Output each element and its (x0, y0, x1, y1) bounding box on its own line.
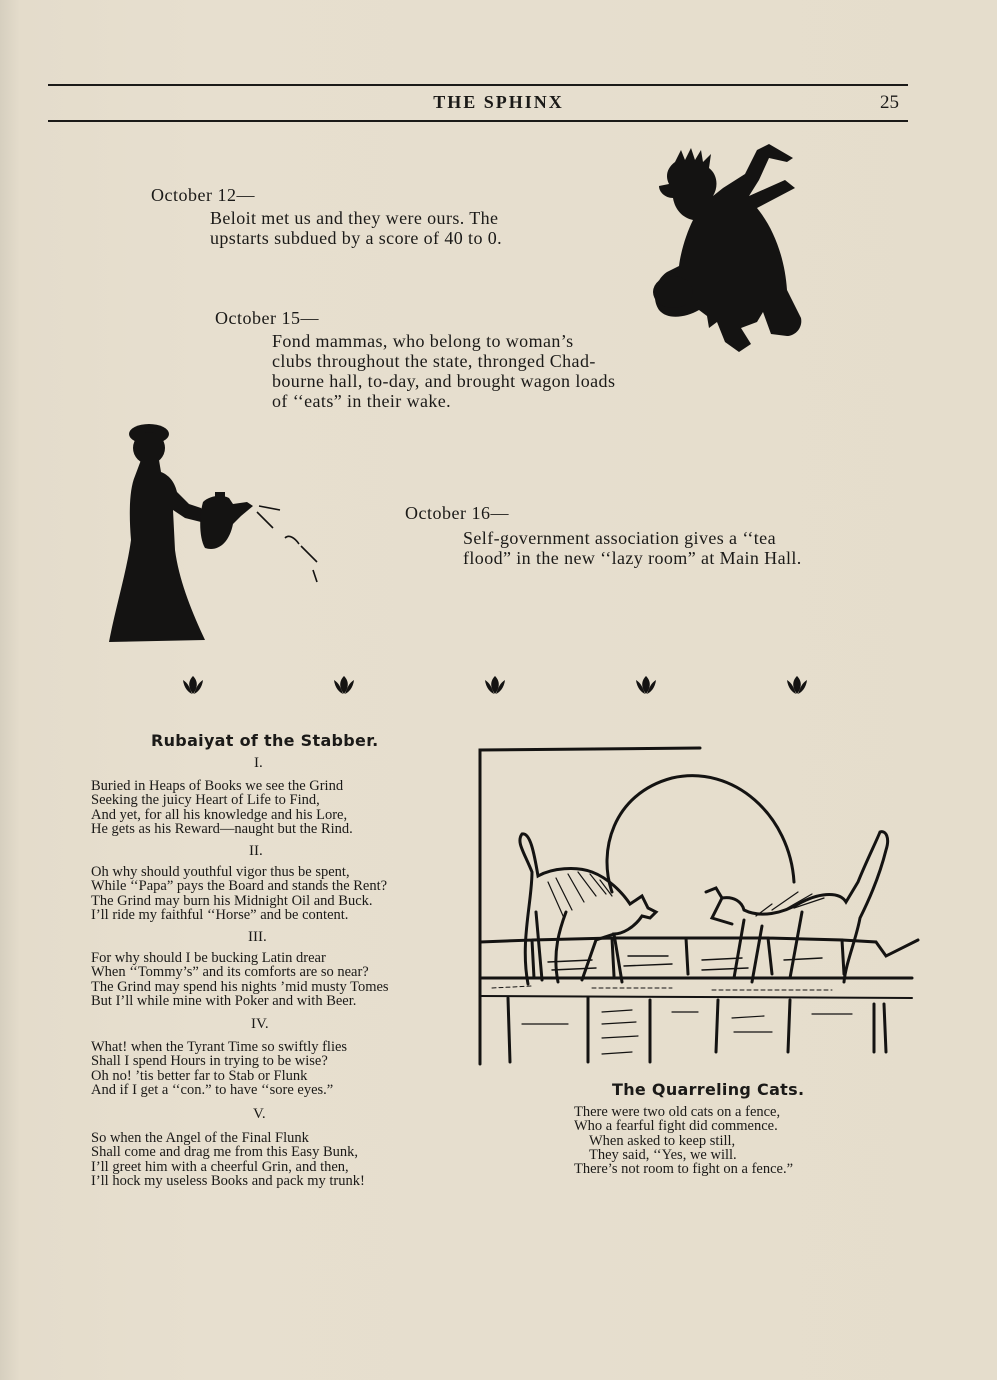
page-number: 25 (880, 92, 899, 113)
poem-line: I’ll ride my faithful ‘‘Horse” and be content. (91, 906, 349, 923)
poem-line: Shall come and drag me from this Easy Bunk, (91, 1144, 358, 1161)
poem-line: So when the Angel of the Final Flunk (91, 1130, 309, 1146)
poem-line: For why should I be bucking Latin drear (91, 950, 326, 966)
poem-line: Seeking the juicy Heart of Life to Find, (91, 792, 320, 809)
poem-line: The Grind may spend his nights ’mid musty Tomes (91, 978, 389, 995)
poem-line: They said, ‘‘Yes, we will. (589, 1146, 737, 1163)
poem-line: There were two old cats on a fence, (574, 1104, 781, 1120)
entry-line: Self-government association gives a ‘‘tea (463, 528, 776, 548)
entry-line: Fond mammas, who belong to woman’s (272, 331, 574, 351)
poem-line: Oh why should youthful vigor thus be spent, (91, 864, 350, 880)
stanza-5 (91, 1131, 365, 1188)
poem-line: But I’ll while mine with Poker and with Beer. (91, 992, 357, 1009)
poem-line: And if I get a ‘‘con.” to have ‘‘sore eyes.” (91, 1081, 334, 1098)
stanza-number: III. (248, 929, 267, 945)
poem-line: Shall I spend Hours in trying to be wise? (91, 1053, 328, 1070)
entry-text-oct-12 (210, 208, 573, 248)
entry-date-oct-12: October 12— (151, 185, 255, 205)
quarreling-cats-illustration (472, 742, 924, 1068)
entry-line: of ‘‘eats” in their wake. (272, 391, 452, 411)
poem-line: When asked to keep still, (589, 1132, 736, 1149)
entry-line: bourne hall, to-day, and brought wagon loads (272, 371, 616, 391)
stanza-2 (91, 865, 387, 922)
stanza-1 (91, 779, 353, 836)
ornament-divider (180, 672, 810, 698)
entry-line: flood” in the new ‘‘lazy room” at Main Hall. (463, 548, 802, 568)
fleuron-icon (482, 672, 508, 698)
rubaiyat-title: Rubaiyat of the Stabber. (151, 731, 379, 750)
cats-poem-verse (574, 1105, 793, 1176)
stanza-number: V. (253, 1106, 266, 1122)
poem-line: When ‘‘Tommy’s” and its comforts are so near? (91, 964, 369, 981)
fleuron-icon (180, 672, 206, 698)
fleuron-icon (784, 672, 810, 698)
entry-text-oct-16 (463, 528, 825, 568)
woman-pouring-tea-silhouette (105, 420, 335, 645)
stanza-number: IV. (251, 1016, 269, 1032)
entry-date-oct-15: October 15— (215, 308, 319, 328)
stanza-4 (91, 1040, 347, 1097)
running-head-title: THE SPHINX (433, 92, 564, 112)
header-bottom-rule (48, 120, 908, 122)
poem-line: I’ll greet him with a cheerful Grin, and then, (91, 1158, 349, 1175)
poem-line: Oh no! ’tis better far to Stab or Flunk (91, 1067, 308, 1084)
entry-line: clubs throughout the state, thronged Chad- (272, 351, 596, 371)
poem-line: Buried in Heaps of Books we see the Grind (91, 778, 344, 794)
header-top-rule (48, 84, 908, 86)
poem-line: He gets as his Reward—naught but the Rind. (91, 820, 353, 837)
poem-line: There’s not room to fight on a fence.” (574, 1161, 794, 1178)
entry-line: Beloit met us and they were ours. The (210, 208, 499, 228)
stanza-number: II. (249, 843, 263, 859)
stanza-3 (91, 951, 389, 1008)
entry-line: upstarts subdued by a score of 40 to 0. (210, 228, 503, 248)
entry-text-oct-15 (272, 331, 634, 411)
fleuron-icon (633, 672, 659, 698)
poem-line: I’ll hock my useless Books and pack my trunk! (91, 1172, 365, 1189)
cats-poem-title: The Quarreling Cats. (612, 1080, 805, 1099)
football-player-silhouette (645, 140, 815, 355)
fleuron-icon (331, 672, 357, 698)
poem-line: And yet, for all his knowledge and his Lore, (91, 806, 348, 823)
poem-line: Who a fearful fight did commence. (574, 1118, 778, 1135)
poem-line: The Grind may burn his Midnight Oil and Buck. (91, 892, 373, 909)
poem-line: While ‘‘Papa” pays the Board and stands the Rent? (91, 878, 388, 895)
stanza-number: I. (254, 755, 263, 771)
entry-date-oct-16: October 16— (405, 503, 509, 523)
poem-line: What! when the Tyrant Time so swiftly flies (91, 1039, 348, 1055)
